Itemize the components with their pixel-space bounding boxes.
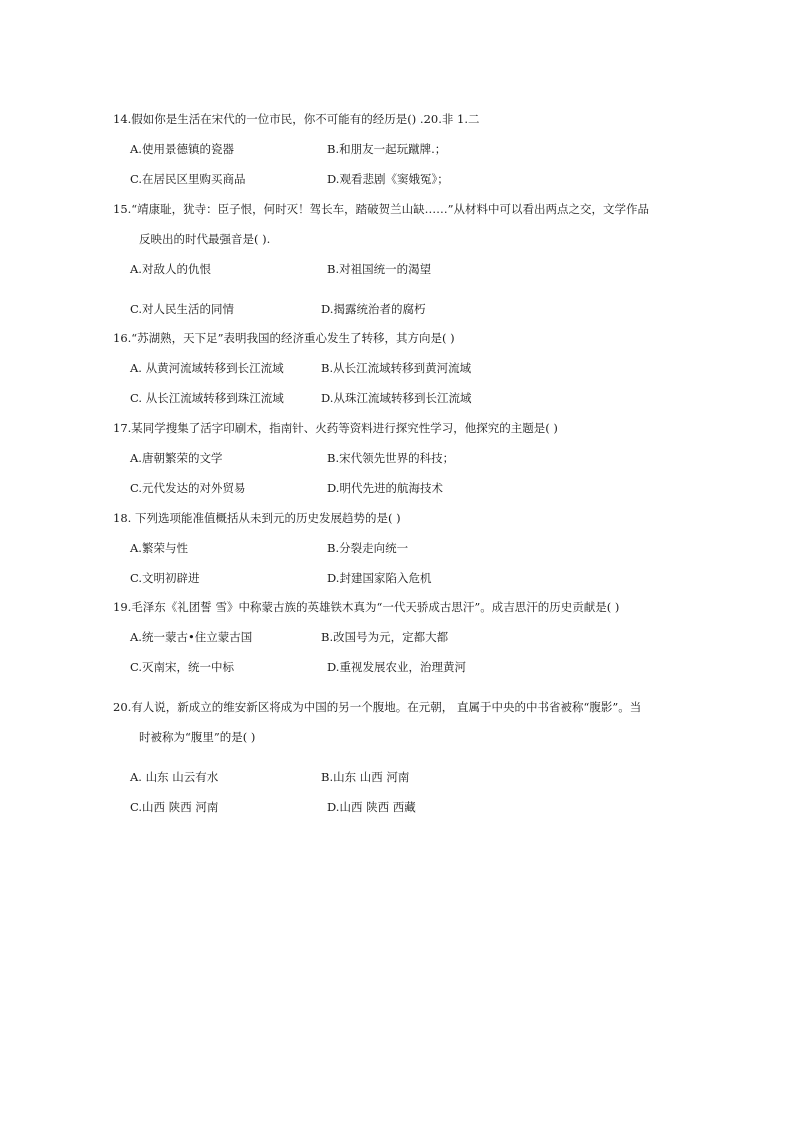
question-16-option-d: D.从珠江流域转移到长江流域 — [321, 391, 472, 405]
question-16-option-c: C. 从长江流域转移到珠江流域 — [130, 391, 284, 405]
question-14-option-d: D.观看悲剧《窦娥冤》； — [327, 172, 449, 186]
question-14-option-a: A.使用景德镇的瓷器 — [130, 142, 234, 156]
question-19-option-b: B.改国号为元，定都大都 — [321, 630, 449, 644]
question-19-option-d: D.重视发展农业，治理黄河 — [327, 660, 466, 674]
question-20-option-c: C.山西 陕西 河南 — [130, 800, 219, 814]
question-15-option-b: B.对祖国统一的渴望 — [327, 262, 432, 276]
question-14-stem: 14.假如你是生活在宋代的一位市民，你不可能有的经历是() .20.非 1.二 — [113, 112, 480, 126]
question-20-option-a: A. 山东 山云有水 — [130, 770, 219, 784]
question-17-option-d: D.明代先进的航海技术 — [327, 481, 443, 495]
question-18-option-d: D.封建国家陷入危机 — [327, 571, 432, 585]
question-20-stem-continued: 时被称为“腹里”的是( ) — [139, 730, 256, 744]
question-20-option-b: B.山东 山西 河南 — [321, 770, 410, 784]
question-17-stem: 17.某同学搜集了活字印刷术，指南针、火药等资料进行探究性学习，他探究的主题是( ) — [113, 421, 558, 435]
question-17-option-a: A.唐朝繁荣的文学 — [130, 451, 223, 465]
question-20-option-d: D.山西 陕西 西藏 — [327, 800, 416, 814]
question-15-option-d: D.揭露统治者的腐朽 — [321, 302, 426, 316]
question-15-stem-continued: 反映出的时代最强音是( ). — [139, 232, 271, 246]
question-18-option-b: B.分裂走向统一 — [327, 541, 409, 555]
question-17-option-c: C.元代发达的对外贸易 — [130, 481, 246, 495]
question-18-stem: 18. 下列选项能准值概括从未到元的历史发展趋势的是( ) — [113, 511, 401, 525]
question-16-stem: 16.“苏湖熟，天下足”表明我国的经济重心发生了转移，其方向是( ) — [113, 331, 455, 345]
question-19-option-a: A.统一蒙古•住立蒙古国 — [130, 630, 253, 644]
question-16-option-b: B.从长江流域转移到黄河流域 — [321, 361, 472, 375]
question-20-stem: 20.有人说，新成立的维安新区将成为中国的另一个腹地。在元朝， 直属于中央的中书省被称“腹影”。当 — [113, 700, 642, 714]
question-14-option-c: C.在居民区里购买商品 — [130, 172, 246, 186]
question-18-option-c: C.文明初辟进 — [130, 571, 200, 585]
question-15-option-c: C.对人民生活的同情 — [130, 302, 235, 316]
question-15-option-a: A.对敌人的仇恨 — [130, 262, 211, 276]
question-19-stem: 19.毛泽东《礼团誓 雪》中称蒙古族的英雄铁木真为“一代天骄成古思汗”。成吉思汗的历史贡献是( ) — [113, 600, 620, 614]
question-18-option-a: A.繁荣与性 — [130, 541, 188, 555]
question-14-option-b: B.和朋友一起玩蹴牌.； — [327, 142, 447, 156]
question-15-stem: 15.“靖康耻，犹寺：臣子恨，何时灭！驾长车，踏破贺兰山缺……”从材料中可以看出两点之交，文学作品 — [113, 202, 650, 216]
question-16-option-a: A. 从黄河流域转移到长江流域 — [130, 361, 284, 375]
question-17-option-b: B.宋代领先世界的科技； — [327, 451, 455, 465]
question-19-option-c: C.灭南宋，统一中标 — [130, 660, 235, 674]
